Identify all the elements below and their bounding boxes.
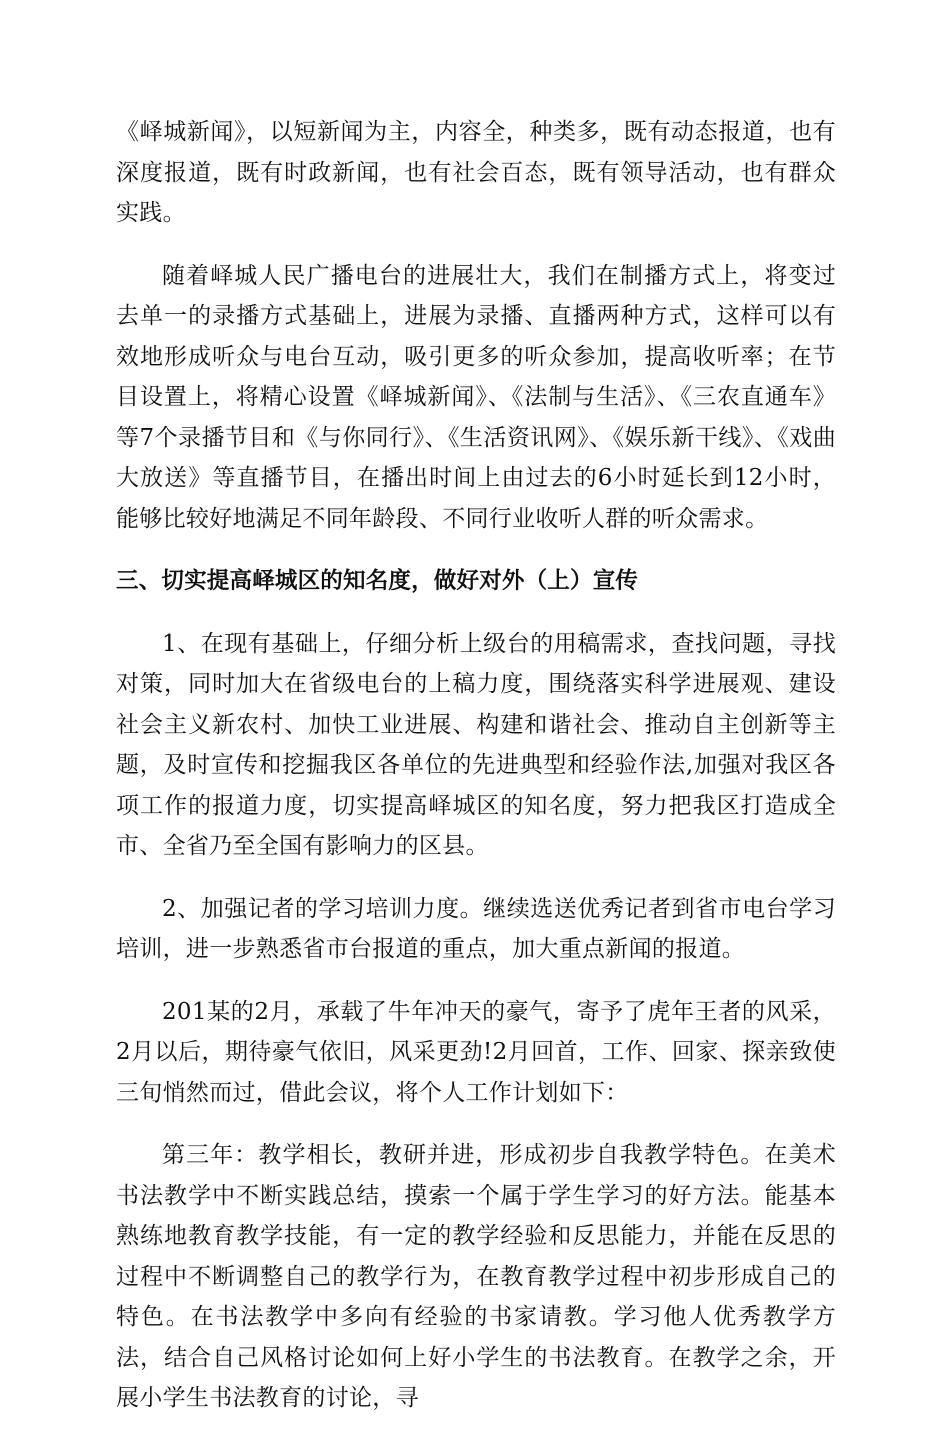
paragraph: 随着峄城人民广播电台的进展壮大，我们在制播方式上，将变过去单一的录播方式基础上，进展为录播、直播两种方式，这样可以有效地形成听众与电台互动，吸引更多的听众参加，提高收听率；在节目设置上，将精心设置《峄城新闻》、《法制与生活》、《三农直通车》等7个录播节目和《与你同行》、《生活资讯网》、《娱乐新干线》、《戏曲大放送》等直播节目，在播出时间上由过去的6小时延长到12小时，能够比较好地满足不同年龄段、不同行业收听人群的听众需求。 bbox=[116, 262, 836, 532]
paragraph: 1、在现有基础上，仔细分析上级台的用稿需求，查找问题，寻找对策，同时加大在省级电台的上稿力度，围绕落实科学进展观、建设社会主义新农村、加快工业进展、构建和谐社会、推动自主创新等主题，及时宣传和挖掘我区各单位的先进典型和经验作法,加强对我区各项工作的报道力度，切实提高峄城区的知名度，努力把我区打造成全市、全省乃至全国有影响力的区县。 bbox=[116, 630, 836, 859]
paragraph: 2、加强记者的学习培训力度。继续选送优秀记者到省市电台学习培训，进一步熟悉省市台报道的重点，加大重点新闻的报道。 bbox=[116, 895, 836, 962]
paragraph: 201某的2月，承载了牛年冲天的豪气，寄予了虎年王者的风采，2月以后，期待豪气依旧，风采更劲!2月回首，工作、回家、探亲致使三旬悄然而过，借此会议，将个人工作计划如下： bbox=[116, 998, 836, 1106]
document-page bbox=[116, 112, 836, 1441]
paragraph: 《峄城新闻》，以短新闻为主，内容全，种类多，既有动态报道，也有深度报道，既有时政新闻，也有社会百态，既有领导活动，也有群众实践。 bbox=[116, 119, 836, 226]
paragraph: 第三年：教学相长，教研并进，形成初步自我教学特色。在美术书法教学中不断实践总结，摸索一个属于学生学习的好方法。能基本熟练地教育教学技能，有一定的教学经验和反思能力，并能在反思的过程中不断调整自己的教学行为，在教育教学过程中初步形成自己的特色。在书法教学中多向有经验的书家请教。学习他人优秀教学方法，结合自己风格讨论如何上好小学生的书法教育。在教学之余，开展小学生书法教育的讨论，寻 bbox=[116, 1142, 836, 1411]
section-heading: 三、切实提高峄城区的知名度，做好对外（上）宣传 bbox=[116, 568, 639, 594]
